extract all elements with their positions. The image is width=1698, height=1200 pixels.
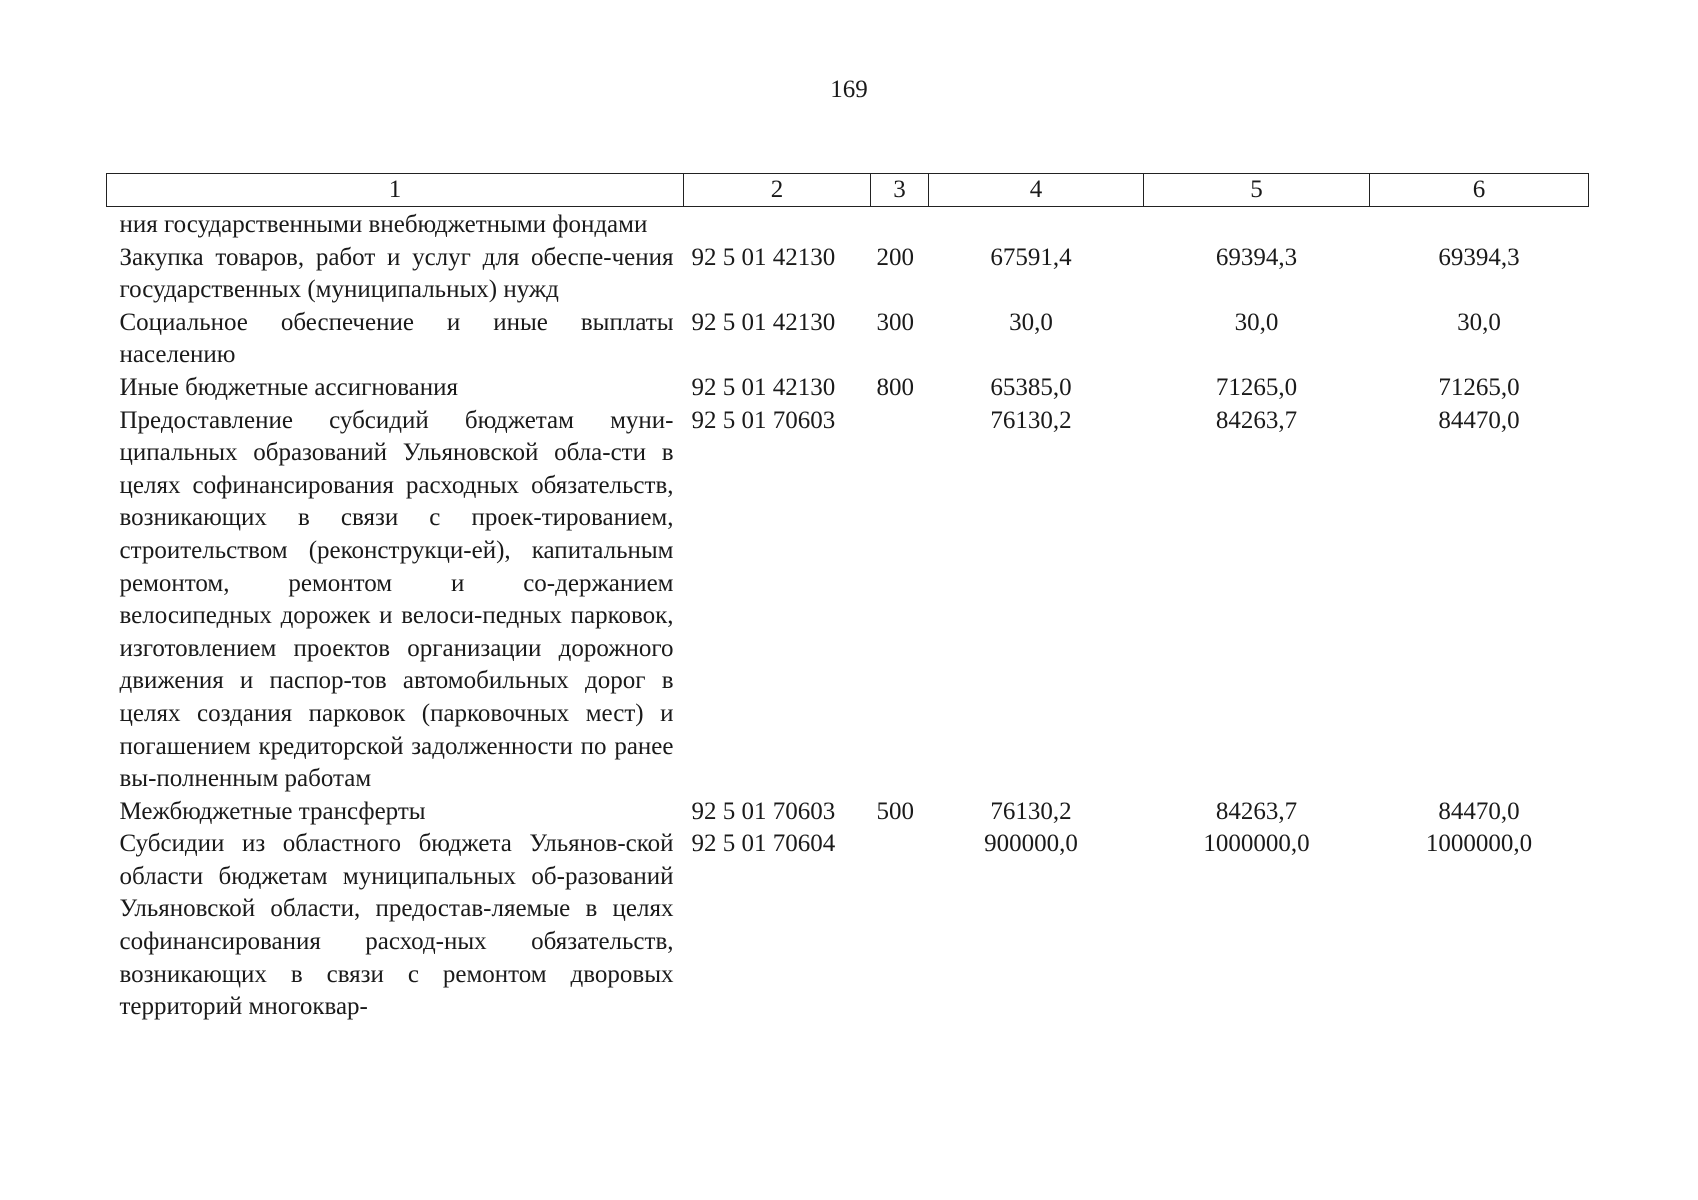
table-row: [107, 307, 1589, 372]
row-value-col5: 1000000,0: [1203, 830, 1310, 858]
row-expense-type: [871, 405, 929, 796]
row-expense-type: 300: [876, 308, 914, 336]
table-row: [107, 796, 1589, 829]
row-value-col6: 84470,0: [1438, 406, 1520, 434]
column-header-2: 2: [684, 174, 871, 207]
row-value-col6: 1000000,0: [1425, 830, 1533, 858]
table-body: [107, 207, 1589, 1024]
column-header-6: 6: [1370, 174, 1589, 207]
row-value-col4: 900000,0: [984, 830, 1078, 858]
row-value-col5: [1144, 207, 1370, 242]
row-description: ния государственными внебюджетными фондами: [119, 211, 648, 238]
row-value-col5: 71265,0: [1215, 373, 1298, 401]
column-header-5: 5: [1144, 174, 1370, 207]
page-number: 169: [830, 76, 868, 103]
row-value-col4: [929, 207, 1144, 242]
row-description: Иные бюджетные ассигнования: [119, 373, 459, 401]
table-row: [107, 405, 1589, 796]
row-description: Социальное обеспечение и иные выплаты населению: [119, 308, 674, 369]
row-expense-type: [871, 828, 929, 1024]
row-code: 92 5 01 70603: [691, 797, 836, 825]
row-description: Закупка товаров, работ и услуг для обеспе-чения государственных (муниципальных) нужд: [119, 243, 674, 304]
budget-table: [106, 173, 1589, 1024]
row-code: 92 5 01 70603: [691, 406, 836, 434]
table-row: [107, 207, 1589, 242]
table-row: [107, 828, 1589, 1024]
row-value-col6: 71265,0: [1438, 373, 1520, 401]
row-value-col4: 65385,0: [990, 373, 1072, 401]
row-value-col5: 84263,7: [1215, 797, 1298, 825]
row-description: Межбюджетные трансферты: [119, 797, 426, 825]
row-code: 92 5 01 42130: [691, 373, 836, 401]
column-header-1: 1: [107, 174, 684, 207]
row-code: 92 5 01 42130: [691, 308, 836, 336]
table-row: [107, 372, 1589, 405]
row-value-col6: [1370, 207, 1589, 242]
row-expense-type: 500: [876, 797, 914, 825]
header-row: [107, 174, 1589, 207]
table-header: [107, 174, 1589, 207]
row-value-col5: 30,0: [1234, 308, 1279, 336]
table-row: [107, 242, 1589, 307]
row-value-col4: 76130,2: [990, 406, 1072, 434]
row-expense-type: [871, 207, 929, 242]
row-value-col4: 30,0: [1009, 308, 1053, 336]
row-value-col5: 84263,7: [1215, 406, 1298, 434]
row-value-col5: 69394,3: [1215, 243, 1298, 271]
column-header-4: 4: [929, 174, 1144, 207]
row-code: 92 5 01 42130: [691, 243, 836, 271]
row-expense-type: 200: [876, 243, 914, 271]
row-value-col6: 69394,3: [1438, 243, 1520, 271]
row-value-col4: 76130,2: [990, 797, 1072, 825]
row-value-col4: 67591,4: [990, 243, 1072, 271]
row-value-col6: 30,0: [1457, 308, 1501, 336]
row-description: Субсидии из областного бюджета Ульянов-ской области бюджетам муниципальных об-разований Ульяновской области, предостав-ляемые в целях софинансирования расход-ных обязательств, возникающих в связи с ремонтом дворовых территорий многоквар-: [119, 830, 674, 1021]
row-code: 92 5 01 70604: [691, 830, 836, 858]
column-header-3: 3: [871, 174, 929, 207]
row-value-col6: 84470,0: [1438, 797, 1520, 825]
row-expense-type: 800: [876, 373, 914, 401]
row-description: Предоставление субсидий бюджетам муни-ципальных образований Ульяновской обла-сти в целях софинансирования расходных обязательств, возникающих в связи с проек-тированием, строительством (реконструкци-ей), капитальным ремонтом, ремонтом и со-держанием велосипедных дорожек и велоси-педных парковок, изготовлением проектов организации дорожного движения и паспор-тов автомобильных дорог в целях создания парковок (парковочных мест) и погашением кредиторской задолженности по ранее вы-полненным работам: [119, 406, 674, 793]
row-code: [684, 207, 871, 242]
